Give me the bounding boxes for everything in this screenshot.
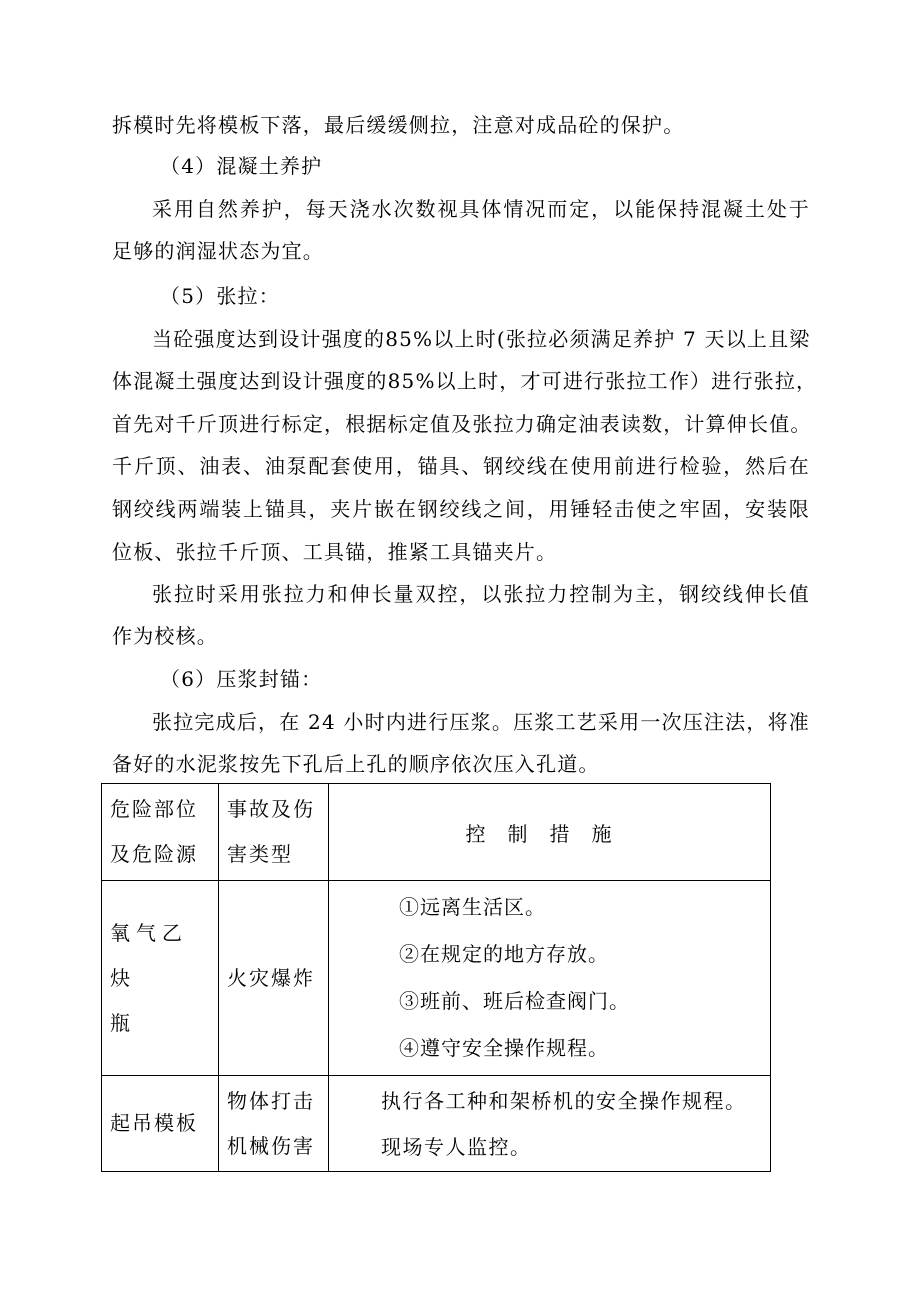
paragraph-tensioning-line3: 首先对千斤顶进行标定，根据标定值及张拉力确定油表读数，计算伸长值。 [112, 412, 812, 436]
measure-item: ③班前、班后检查阀门。 [399, 989, 630, 1013]
row2-hazard-source: 起吊模板 [102, 1076, 219, 1172]
paragraph-demolding: 拆模时先将模板下落，最后缓缓侧拉，注意对成品砼的保护。 [112, 113, 685, 137]
row1-source-line2: 瓶 [110, 1010, 136, 1035]
measure-item: ④遵守安全操作规程。 [399, 1036, 609, 1060]
paragraph-grouting-line2: 备好的水泥浆按先下孔后上孔的顺序依次压入孔道。 [112, 752, 600, 776]
measure-item: ②在规定的地方存放。 [399, 942, 609, 966]
measure-item: 执行各工种和架桥机的安全操作规程。 [381, 1088, 747, 1113]
row1-hazard-source [102, 881, 219, 1076]
paragraph-grouting-line1: 张拉完成后，在 24 小时内进行压浆。压浆工艺采用一次压注法，将准 [152, 710, 810, 734]
paragraph-dual-control-line2: 作为校核。 [112, 624, 218, 648]
row1-source-line1: 氧气乙炔 [110, 920, 188, 990]
measure-item: ①远离生活区。 [399, 895, 546, 919]
table-header-row [102, 784, 771, 881]
table-row [102, 1076, 771, 1172]
hazard-control-table [101, 783, 771, 1172]
row2-hazard-line2: 机械伤害 [227, 1133, 315, 1158]
header-control-measures: 控制措施 [329, 784, 771, 881]
row2-accident-type [219, 1076, 329, 1172]
row2-control-measures [329, 1076, 771, 1172]
header-accident-type-line2: 害类型 [227, 842, 293, 866]
paragraph-tensioning-line2: 体混凝土强度达到设计强度的85%以上时，才可进行张拉工作）进行张拉， [112, 369, 818, 393]
paragraph-tensioning-line4: 千斤顶、油表、油泵配套使用，锚具、钢绞线在使用前进行检验，然后在 [112, 454, 810, 478]
paragraph-tensioning-line6: 位板、张拉千斤顶、工具锚，推紧工具锚夹片。 [112, 540, 558, 564]
header-hazard-source [102, 784, 219, 881]
row2-hazard-line1: 物体打击 [227, 1088, 315, 1113]
paragraph-dual-control-line1: 张拉时采用张拉力和伸长量双控，以张拉力控制为主，钢绞线伸长值 [152, 582, 810, 606]
header-accident-type-line1: 事故及伤 [227, 797, 315, 821]
paragraph-tensioning-line5: 钢绞线两端装上锚具，夹片嵌在钢绞线之间，用锤轻击使之牢固，安装限 [112, 497, 810, 521]
row1-accident-type: 火灾爆炸 [219, 881, 329, 1076]
heading-concrete-curing: （4）混凝土养护 [160, 154, 323, 178]
row1-control-measures [329, 881, 771, 1076]
paragraph-curing-line2: 足够的润湿状态为宜。 [112, 239, 324, 263]
measure-item: 现场专人监控。 [381, 1134, 532, 1159]
heading-grouting: （6）压浆封锚： [160, 667, 323, 691]
paragraph-tensioning-line1: 当砼强度达到设计强度的85%以上时(张拉必须满足养护 7 天以上且梁 [152, 327, 811, 351]
header-hazard-source-line1: 危险部位 [110, 797, 198, 821]
heading-tensioning: （5）张拉： [160, 284, 280, 308]
paragraph-curing-line1: 采用自然养护，每天浇水次数视具体情况而定，以能保持混凝土处于 [152, 197, 810, 221]
header-hazard-source-line2: 及危险源 [110, 842, 198, 866]
table-row [102, 881, 771, 1076]
header-accident-type [219, 784, 329, 881]
